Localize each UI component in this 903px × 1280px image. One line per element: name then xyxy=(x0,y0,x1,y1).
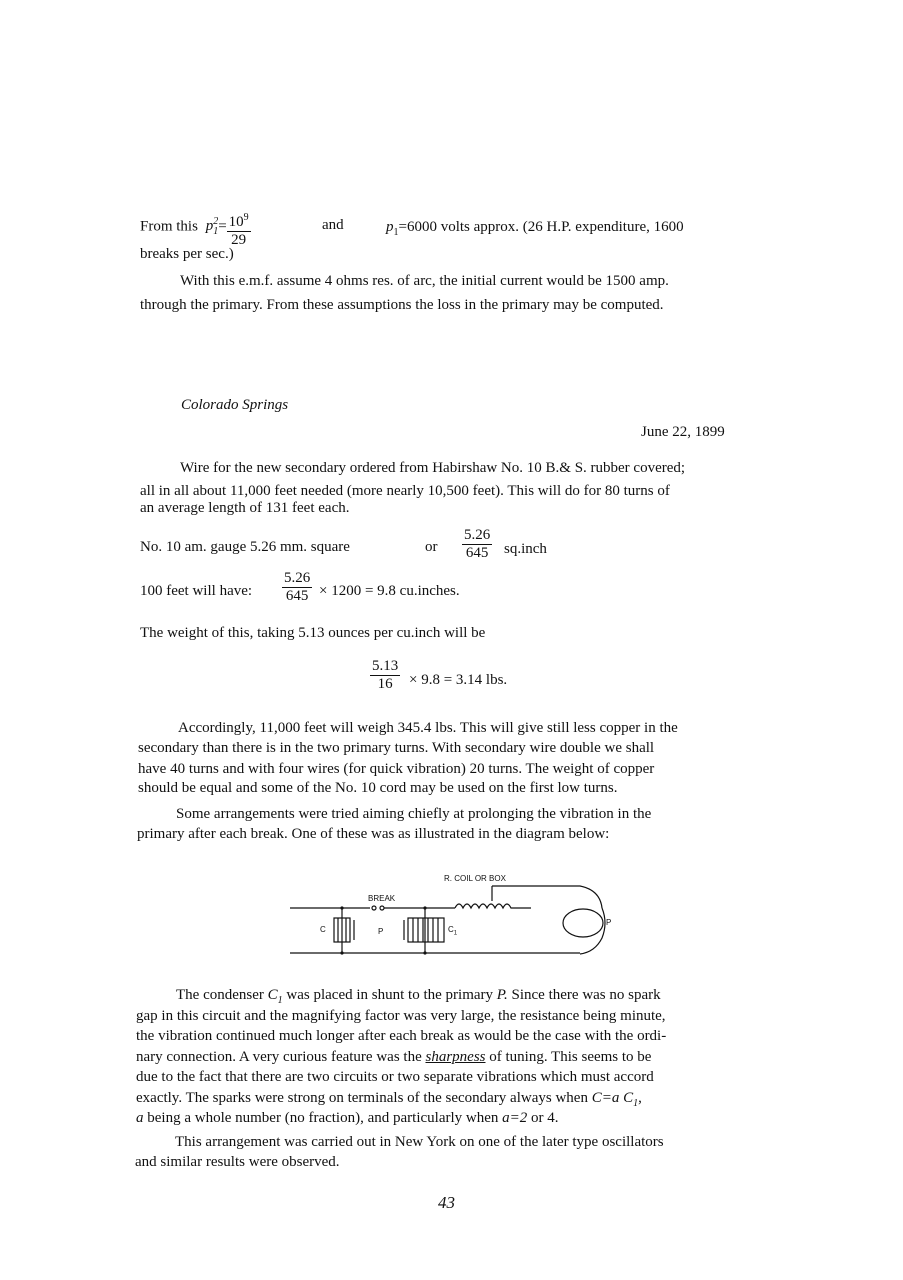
para-line: and similar results were observed. xyxy=(135,1154,340,1170)
para-line: nary connection. A very curious feature was the sharpness of tuning. This seems to be xyxy=(136,1049,652,1065)
formula-line xyxy=(140,212,251,250)
para-line: The condenser $C_1$ was placed in shunt to the primary P. Since there was no spark xyxy=(176,987,661,1006)
place-heading: Colorado Springs xyxy=(181,397,289,413)
coil xyxy=(455,904,531,908)
break-contact xyxy=(372,906,376,910)
para-line: Some arrangements were tried aiming chiefly at prolonging the vibration in the xyxy=(176,806,652,822)
weight-fraction: $\frac{5.13}{16}$ xyxy=(372,658,399,693)
date-heading: June 22, 1899 xyxy=(641,424,725,440)
para-line: the vibration continued much longer after each break as would be the case with the ordi- xyxy=(136,1028,667,1044)
p-right-label: P xyxy=(606,918,612,927)
weight-text: The weight of this, taking 5.13 ounces per cu.inch will be xyxy=(140,625,486,641)
para-line: should be equal and some of the No. 10 cord may be used on the first low turns. xyxy=(138,780,618,796)
para-line: gap in this circuit and the magnifying factor was very large, the resistance being minute, xyxy=(136,1008,666,1024)
break-contact xyxy=(380,906,384,910)
circuit-diagram xyxy=(280,868,620,968)
gauge-unit: sq.inch xyxy=(504,541,547,557)
hundred-text: 100 feet will have: xyxy=(140,583,253,599)
para-line: Accordingly, 11,000 feet will weigh 345.4 lbs. This will give still less copper in the xyxy=(178,720,678,736)
equals: = xyxy=(218,218,227,235)
para-line: Wire for the new secondary ordered from Habirshaw No. 10 B.& S. rubber covered; xyxy=(180,460,686,476)
para-line: all in all about 11,000 feet needed (more nearly 10,500 feet). This will do for 80 turns of xyxy=(140,483,670,499)
weight-rest: × 9.8 = 3.14 lbs. xyxy=(409,672,508,688)
c-label: C xyxy=(320,925,326,934)
c1-label: $C_1$ xyxy=(448,925,458,937)
para-line: exactly. The sparks were strong on terminals of the secondary always when C=a $C_1$, xyxy=(136,1090,642,1109)
breaks-text: breaks per sec.) xyxy=(140,246,234,262)
and-word: and xyxy=(322,217,344,233)
gauge-fraction: $\frac{5.26}{645}$ xyxy=(464,527,491,562)
para-line: due to the fact that there are two circuits or two separate vibrations which must accord xyxy=(136,1069,654,1085)
para-line: an average length of 131 feet each. xyxy=(140,500,350,516)
page-number: 43 xyxy=(438,1193,455,1212)
hundred-rest: × 1200 = 9.8 cu.inches. xyxy=(319,583,460,599)
sharpness-word: sharpness xyxy=(425,1049,486,1065)
rcoil-label: R. COIL OR BOX xyxy=(444,874,506,883)
p1-value: $p_1=6000$ volts approx. (26 H.P. expenditure, 1600 xyxy=(386,219,684,238)
fraction-10-9-29: $\frac{10^9}{29}$ xyxy=(228,212,249,249)
para-line: primary after each break. One of these was as illustrated in the diagram below: xyxy=(137,826,610,842)
break-label: BREAK xyxy=(368,894,396,903)
or-word: or xyxy=(425,539,438,555)
para-line: have 40 turns and with four wires (for quick vibration) 20 turns. The weight of copper xyxy=(138,761,655,777)
para-line: This arrangement was carried out in New York on one of the later type oscillators xyxy=(175,1134,664,1150)
p1-squared: $p_1^2$ xyxy=(205,216,219,238)
primary-loop xyxy=(563,909,603,937)
para-line: a being a whole number (no fraction), and particularly when a=2 or 4. xyxy=(136,1110,559,1126)
loop-wire xyxy=(580,908,605,954)
para-line: With this e.m.f. assume 4 ohms res. of arc, the initial current would be 1500 amp. xyxy=(180,273,669,289)
gauge-text: No. 10 am. gauge 5.26 mm. square xyxy=(140,539,350,555)
para-line: secondary than there is in the two primary turns. With secondary wire double we shall xyxy=(138,740,655,756)
para-line: through the primary. From these assumptions the loss in the primary may be computed. xyxy=(140,297,664,313)
text: From this xyxy=(140,218,198,235)
p-label: P xyxy=(378,927,384,936)
hundred-fraction: $\frac{5.26}{645}$ xyxy=(284,570,311,605)
